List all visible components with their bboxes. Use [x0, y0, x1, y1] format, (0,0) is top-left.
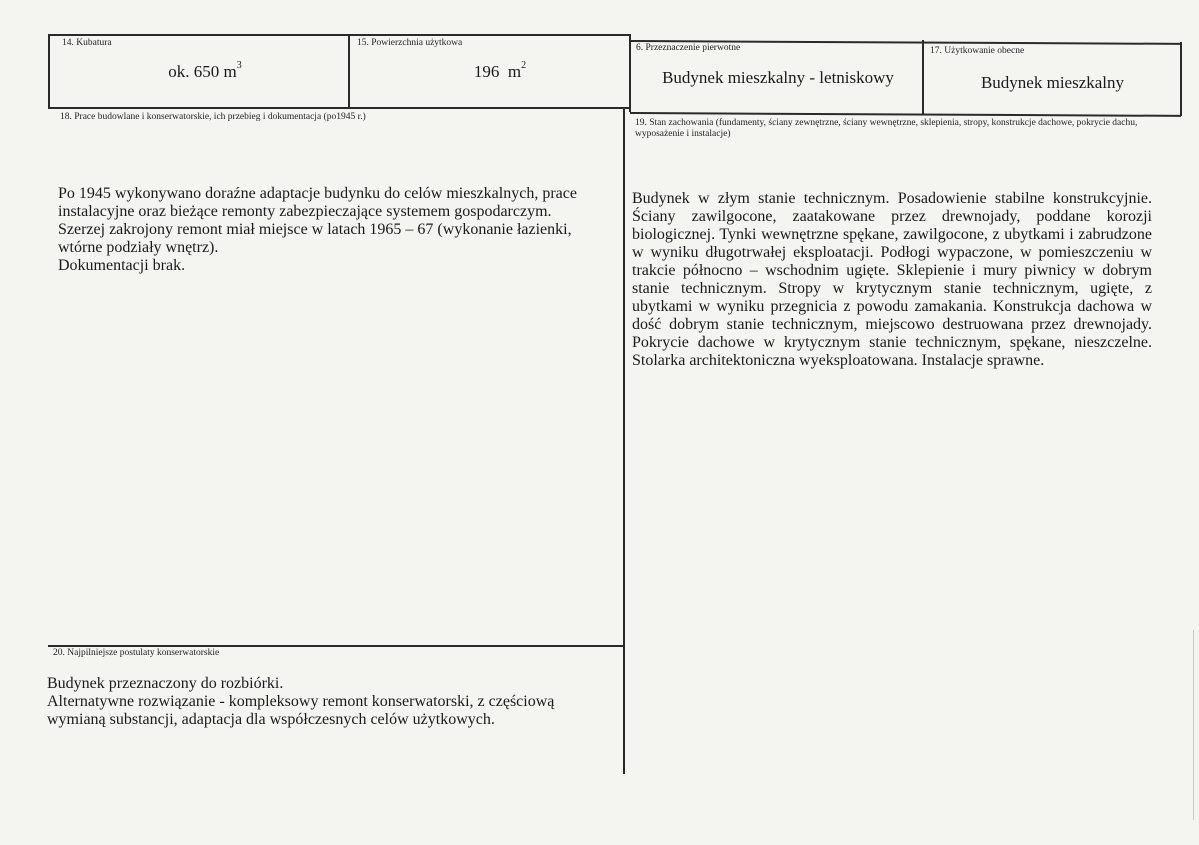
row1-bottom-left: [48, 107, 630, 109]
powierzchnia-label: 15. Powierzchnia użytkowa: [357, 38, 463, 48]
kubatura-unit-sup: 3: [236, 60, 242, 72]
prace-text: [58, 185, 620, 275]
divider-15-6: [629, 34, 631, 112]
kubatura-label: 14. Kubatura: [62, 38, 112, 48]
powierzchnia-value: [450, 62, 550, 82]
left-border: [48, 34, 50, 108]
stan-label: 19. Stan zachowania (fundamenty, ściany zewnętrzne, ściany wewnętrzne, sklepienia, stropy, konstrukcje dachowe, pokrycie dachu, wyposażenie i instalacje): [635, 118, 1138, 139]
uzytkowanie-value: Budynek mieszkalny: [980, 73, 1125, 92]
paper-edge-shadow: [1193, 630, 1194, 820]
uzytkowanie-label: 17. Użytkowanie obecne: [930, 46, 1025, 56]
postulaty-line-1: Budynek przeznaczony do rozbiórki.: [47, 675, 284, 692]
kubatura-value-text: ok. 650 m: [168, 62, 237, 81]
postulaty-label: 20. Najpilniejsze postulaty konserwatorskie: [53, 648, 220, 658]
prace-line-2: Szerzej zakrojony remont miał miejsce w latach 1965 – 67 (wykonanie łazienki, wtórne podziały wnętrz).: [58, 221, 572, 256]
divider-14-15: [348, 34, 350, 108]
prace-line-3: Dokumentacji brak.: [58, 257, 186, 274]
stan-text: Budynek w złym stanie technicznym. Posadowienie stabilne konstrukcyjnie. Ściany zawilgocone, zaatakowane przez drewnojady, poddane korozji biologicznej. Tynki wewnętrzne spękane, zawilgocone, z ubytkami i zabrudzone w wyniku długotrwałej eksploatacji. Podłogi wypaczone, w pomieszczeniu w trakcie północno – wschodnim ugięte. Sklepienie i mury piwnicy w dobrym stanie technicznym. Stropy w krytycznym stanie technicznym, ugięte, z ubytkami w wyniku przegnicia z powodu zamakania. Konstrukcja dachowa w dość dobrym stanie technicznym, miejscowo destruowana przez drewnojady. Pokrycie dachowe w krytycznym stanie technicznym, spękane, nieszczelne. Stolarka architektoniczna wyeksploatowana. Instalacje sprawne.: [632, 190, 1152, 369]
przeznaczenie-label: 6. Przeznaczenie pierwotne: [636, 43, 741, 53]
left-border-lower: [48, 645, 50, 647]
divider-6-17: [922, 40, 924, 114]
kubatura-value: [150, 62, 260, 82]
right-border-top: [1180, 42, 1182, 116]
przeznaczenie-value: Budynek mieszkalny - letniskowy: [662, 68, 894, 87]
postulaty-line-2: Alternatywne rozwiązanie - kompleksowy remont konserwatorski, z częściową wymianą substancji, adaptacja dla współczesnych celów użytkowych.: [47, 693, 555, 728]
row2-bottom-left: [48, 645, 623, 647]
row1-bottom-right: [630, 112, 1181, 116]
prace-line-1: Po 1945 wykonywano doraźne adaptacje budynku do celów mieszkalnych, prace instalacyjne oraz bieżące remonty zabezpieczające systemem gospodarczym.: [58, 185, 577, 220]
middle-divider: [623, 108, 625, 774]
powierzchnia-unit-sup: 2: [521, 60, 527, 72]
top-border-left: [48, 34, 630, 36]
postulaty-text: [47, 675, 617, 729]
prace-label: 18. Prace budowlane i konserwatorskie, ich przebieg i dokumentacja (po1945 r.): [60, 112, 366, 122]
powierzchnia-value-text: 196 m: [473, 62, 522, 81]
